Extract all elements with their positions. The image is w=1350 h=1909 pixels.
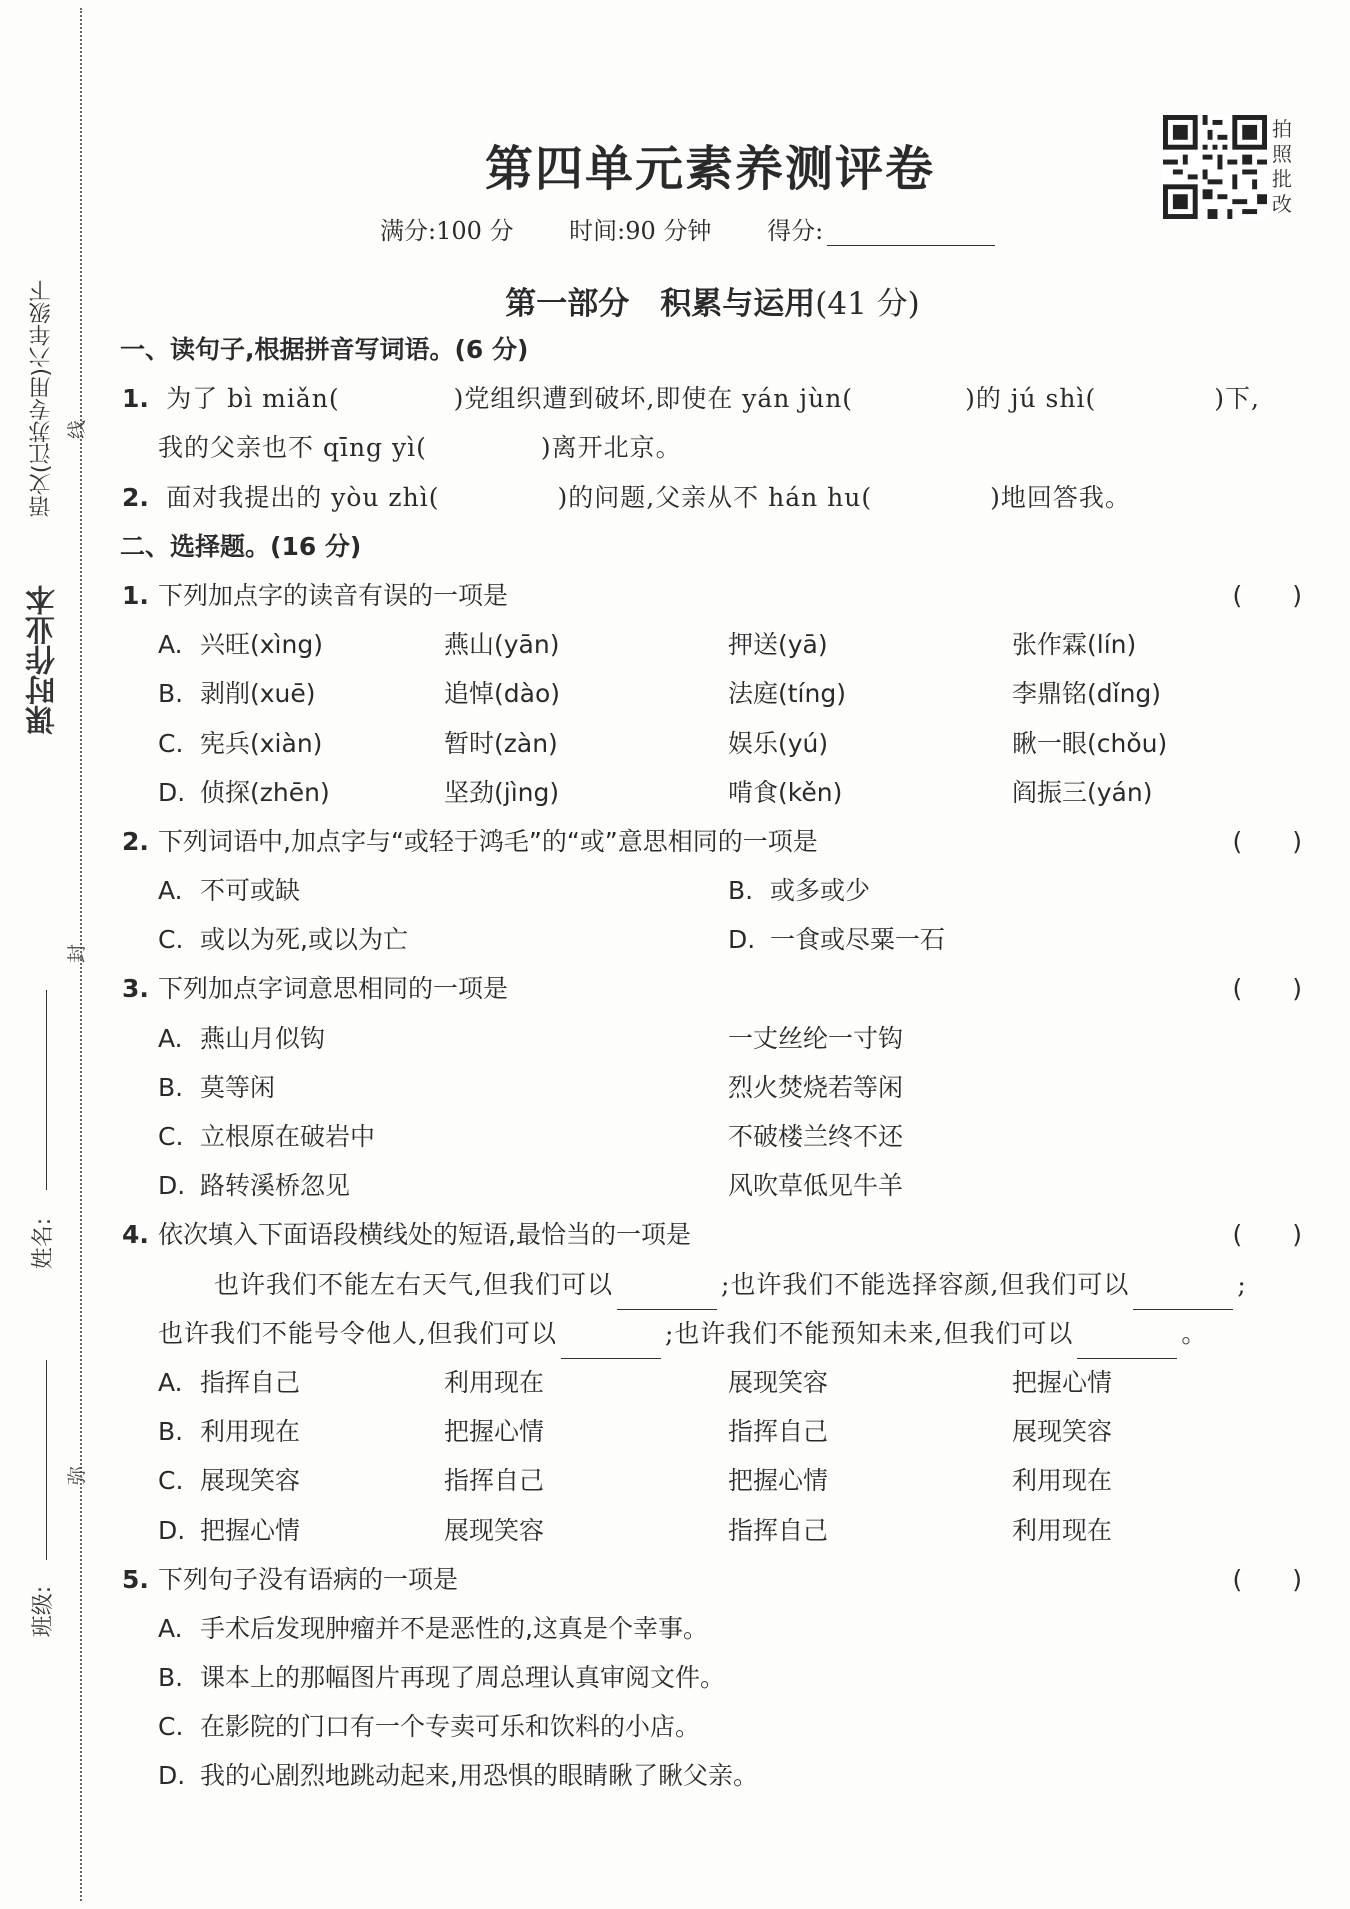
passage-blank[interactable]	[1077, 1330, 1177, 1359]
name-label: 姓名:	[31, 1217, 57, 1270]
answer-bracket[interactable]: ( )	[1232, 1564, 1302, 1594]
pinyin-question: 1. 为了 bì miǎn( )党组织遭到破坏,即使在 yán jùn( )的 jú shì( )下,	[122, 374, 1302, 423]
cut-mark-feng: 封	[66, 943, 89, 964]
answer-blank[interactable]	[431, 446, 537, 474]
cut-mark-mi: 弥	[66, 1465, 89, 1486]
choice-option-row[interactable]: C. 展现笑容 指挥自己 把握心情 利用现在	[158, 1466, 1113, 1496]
answer-bracket[interactable]: ( )	[1232, 580, 1302, 610]
section-heading: 一、读句子,根据拼音写词语。(6 分)	[120, 335, 529, 364]
side-book-title: 课时作业本	[26, 585, 61, 735]
questions-area	[122, 325, 1302, 1801]
choice-option-row[interactable]: A. 指挥自己 利用现在 展现笑容 把握心情	[158, 1367, 1113, 1397]
section-heading: 二、选择题。(16 分)	[120, 531, 362, 561]
pinyin-question-cont: 我的父亲也不 qīng yì( )离开北京。	[122, 423, 1302, 472]
choice-option-row[interactable]: B. 莫等闲 烈火焚烧若等闲	[158, 1072, 904, 1102]
choice-question-stem: 1. 下列加点字的读音有误的一项是 ( )	[122, 571, 1302, 620]
time-limit: 时间:90 分钟	[569, 217, 712, 245]
choice-option-row[interactable]: A. 兴旺(xìng) 燕山(yān) 押送(yā) 张作霖(lín)	[158, 630, 1137, 660]
choice-option-row[interactable]: B. 利用现在 把握心情 指挥自己 展现笑容	[158, 1417, 1113, 1447]
full-score: 满分:100 分	[380, 217, 514, 245]
choice-question-stem: 4. 依次填入下面语段横线处的短语,最恰当的一项是 ( )	[122, 1210, 1302, 1259]
answer-blank[interactable]	[1100, 396, 1210, 424]
choice-option-row[interactable]: B. 剥削(xuē) 追悼(dào) 法庭(tíng) 李鼎铭(dǐng)	[158, 679, 1162, 709]
choice-option-row[interactable]: D. 我的心剧烈地跳动起来,用恐惧的眼睛瞅了瞅父亲。	[158, 1761, 758, 1791]
choice-option-row[interactable]: B. 课本上的那幅图片再现了周总理认真审阅文件。	[158, 1663, 726, 1693]
qr-caption: 拍 照 批 改	[1272, 117, 1292, 216]
answer-blank[interactable]	[443, 495, 553, 523]
choice-question-stem: 3. 下列加点字词意思相同的一项是 ( )	[122, 964, 1302, 1013]
choice-question-stem: 5. 下列句子没有语病的一项是 ( )	[122, 1555, 1302, 1604]
answer-bracket[interactable]: ( )	[1232, 974, 1302, 1004]
name-field[interactable]	[46, 990, 47, 1190]
page-title: 第四单元素养测评卷	[484, 141, 935, 197]
choice-question-stem: 2. 下列词语中,加点字与“或轻于鸿毛”的“或”意思相同的一项是 ( )	[122, 817, 1302, 866]
passage-blank[interactable]	[561, 1330, 661, 1359]
choice-option-row[interactable]: C. 在影院的门口有一个专卖可乐和饮料的小店。	[158, 1712, 701, 1742]
class-field[interactable]	[46, 1360, 47, 1560]
cut-mark-xian: 线	[66, 419, 89, 440]
choice-option-row[interactable]: A. 燕山月似钩 一丈丝纶一寸钩	[158, 1023, 904, 1053]
answer-bracket[interactable]: ( )	[1232, 826, 1302, 856]
answer-blank[interactable]	[857, 396, 961, 424]
side-subject: 语文(江苏专用)六年级下	[29, 280, 54, 518]
choice-option-row[interactable]: D. 路转溪桥忽见 风吹草低见牛羊	[158, 1171, 904, 1201]
score-field[interactable]	[827, 221, 995, 246]
choice-option-row[interactable]: C. 宪兵(xiàn) 暂时(zàn) 娱乐(yú) 瞅一眼(chǒu)	[158, 728, 1168, 758]
choice-option-row[interactable]: C. 或以为死,或以为亡 D. 一食或尽粟一石	[158, 925, 946, 955]
choice-option-row[interactable]: A. 手术后发现肿瘤并不是恶性的,这真是个幸事。	[158, 1613, 708, 1643]
passage-line: 也许我们不能左右天气,但我们可以 ;也许我们不能选择容颜,但我们可以 ;	[122, 1260, 1302, 1309]
answer-blank[interactable]	[344, 396, 450, 424]
choice-option-row[interactable]: C. 立根原在破岩中 不破楼兰终不还	[158, 1122, 904, 1151]
qr-code-icon[interactable]	[1163, 115, 1267, 219]
answer-blank[interactable]	[876, 495, 986, 523]
passage-line: 也许我们不能号令他人,但我们可以 ;也许我们不能预知未来,但我们可以 。	[122, 1309, 1302, 1358]
choice-option-row[interactable]: A. 不可或缺 B. 或多或少	[158, 876, 871, 906]
class-label: 班级:	[31, 1585, 57, 1638]
answer-bracket[interactable]: ( )	[1232, 1220, 1302, 1250]
passage-blank[interactable]	[617, 1281, 717, 1310]
score-label: 得分:	[767, 217, 1043, 245]
part-title: 第一部分 积累与运用(41 分)	[505, 286, 920, 322]
choice-option-row[interactable]: D. 侦探(zhēn) 坚劲(jìng) 啃食(kěn) 阎振三(yán)	[158, 777, 1153, 807]
choice-option-row[interactable]: D. 把握心情 展现笑容 指挥自己 利用现在	[158, 1515, 1113, 1545]
passage-blank[interactable]	[1133, 1281, 1233, 1310]
pinyin-question: 2. 面对我提出的 yòu zhì( )的问题,父亲从不 hán hu( )地回答我。	[122, 473, 1302, 522]
exam-meta	[380, 211, 1043, 246]
